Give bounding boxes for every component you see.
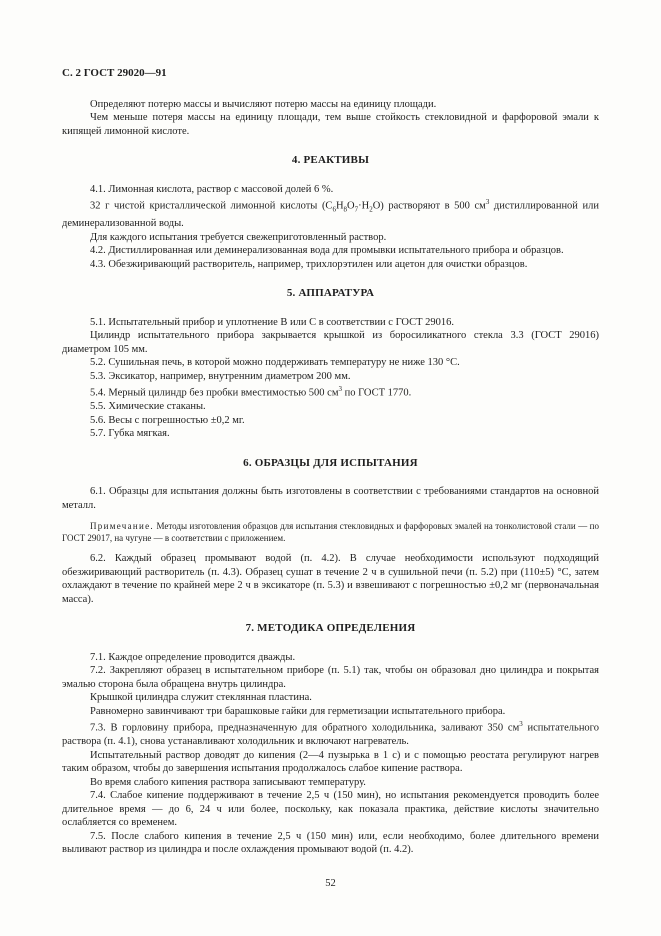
paragraph: 7.3. В горловину прибора, предназначенную для обратного холодильника, заливают 350 $см^3$ испытательного раствора (п. 4.1), снова устанавливают холодильник и включают нагреватель. — [62, 720, 599, 748]
paragraph: Равномерно завинчивают три барашковые гайки для герметизации испытательного прибора. — [90, 705, 506, 717]
note: Примечание. Методы изготовления образцов для испытания стекловидных и фарфоровых эмалей на тонколистовой стали — по ГОСТ 29017, на чугуне — в соответствии с приложением. — [62, 521, 599, 544]
paragraph-formula: 32 г чистой кристаллической лимонной кислоты $(C_6H_8O_7\cdot H_2O)$ растворяют в 500 $см^3$ дистиллированной или деминерализованной воды. — [62, 198, 599, 230]
paragraph: 6.1. Образцы для испытания должны быть изготовлены в соответствии с требованиями стандартов на основной металл. — [62, 486, 599, 511]
paragraph: 4.1. Лимонная кислота, раствор с массовой долей 6 %. — [90, 183, 334, 195]
paragraph: 5.7. Губка мягкая. — [90, 428, 170, 440]
paragraph: 5.2. Сушильная печь, в которой можно поддерживать температуру не ниже 130 °С. — [90, 357, 460, 369]
section-title-method: 7. МЕТОДИКА ОПРЕДЕЛЕНИЯ — [245, 622, 416, 635]
paragraph: 5.3. Эксикатор, например, внутренним диаметром 200 мм. — [90, 370, 351, 382]
paragraph: 5.1. Испытательный прибор и уплотнение В или С в соответствии с ГОСТ 29016. — [90, 316, 455, 328]
paragraph: 7.4. Слабое кипение поддерживают в течение 2,5 ч (150 мин), но испытания рекомендуется проводить более длительное время — до 6, 24 ч или более, поскольку, как показала практика, действие кислоты значительно ослабляется со временем. — [62, 790, 599, 829]
page-header: С. 2 ГОСТ 29020—91 — [62, 67, 167, 79]
paragraph: Для каждого испытания требуется свежеприготовленный раствор. — [90, 231, 387, 243]
section-title-reagents: 4. РЕАКТИВЫ — [291, 154, 370, 166]
paragraph: 5.5. Химические стаканы. — [90, 401, 206, 413]
page-number: 52 — [325, 878, 336, 889]
paragraph: 4.3. Обезжиривающий растворитель, например, трихлорэтилен или ацетон для очистки образцов. — [90, 258, 528, 270]
paragraph: Определяют потерю массы и вычисляют потерю массы на единицу площади. — [90, 98, 437, 110]
paragraph: 5.6. Весы с погрешностью ±0,2 мг. — [90, 414, 245, 426]
document-page — [62, 67, 599, 857]
paragraph: 7.2. Закрепляют образец в испытательном приборе (п. 5.1) так, чтобы он образовал дно цилиндра и покрытая эмалью сторона была обращена внутрь цилиндра. — [62, 665, 599, 690]
section-title-specimens: 6. ОБРАЗЦЫ ДЛЯ ИСПЫТАНИЯ — [243, 456, 418, 469]
paragraph: Крышкой цилиндра служит стеклянная пластина. — [90, 692, 312, 704]
paragraph: Чем меньше потеря массы на единицу площади, тем выше стойкость стекловидной и фарфоровой эмали к кипящей лимонной кислоте. — [62, 112, 599, 137]
paragraph: Во время слабого кипения раствора записывают температуру. — [90, 776, 366, 788]
section-title-apparatus: 5. АППАРАТУРА — [286, 287, 375, 300]
paragraph: 4.2. Дистиллированная или деминерализованная вода для промывки испытательного прибора и образцов. — [90, 245, 564, 257]
paragraph: 5.4. Мерный цилиндр без пробки вместимостью 500 $см^3$ по ГОСТ 1770. — [90, 385, 412, 399]
paragraph: 6.2. Каждый образец промывают водой (п. 4.2). В случае необходимости используют подходящий обезжиривающий растворитель (п. 4.3). Образец сушат в течение 2 ч в сушильной печи (п. 5.2) при (110±5) °С, затем охлаждают в течение по крайней мере 2 ч в эксикаторе (п. 5.3) и взвешивают с погрешностью ±0,2 мг (первоначальная масса). — [62, 553, 599, 605]
paragraph: 7.1. Каждое определение проводится дважды. — [90, 651, 296, 663]
paragraph: 7.5. После слабого кипения в течение 2,5 ч (150 мин) или, если необходимо, более длительного времени выливают раствор из цилиндра и после охлаждения промывают водой (п. 4.2). — [62, 830, 599, 856]
paragraph: Испытательный раствор доводят до кипения (2—4 пузырька в 1 с) и с помощью реостата регулируют нагрев таким образом, чтобы до завершения испытания продолжалось слабое кипение раствора. — [62, 749, 599, 775]
paragraph: Цилиндр испытательного прибора закрывается крышкой из боросиликатного стекла 3.3 (ГОСТ 29016) диаметром 105 мм. — [62, 330, 599, 355]
